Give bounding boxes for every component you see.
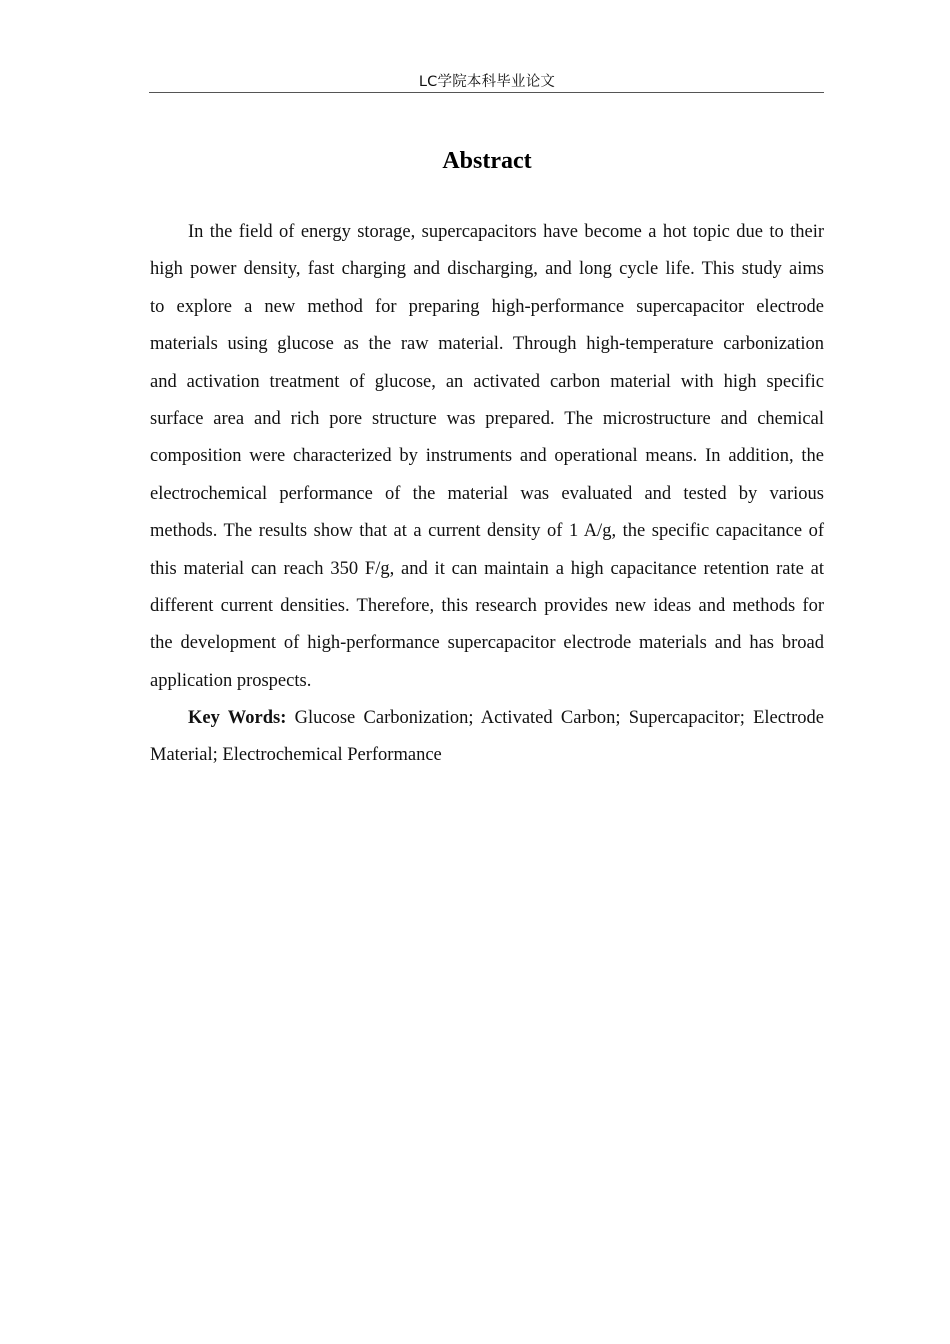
- abstract-line: the development of high-performance supercapacitor electrode materials and has broad: [150, 633, 824, 654]
- abstract-line: application prospects.: [150, 670, 312, 691]
- abstract-line: high power density, fast charging and discharging, and long cycle life. This study aims: [150, 259, 824, 280]
- abstract-line: to explore a new method for preparing high-performance supercapacitor electrode: [150, 296, 824, 317]
- abstract-line: composition were characterized by instruments and operational means. In addition, the: [150, 446, 824, 467]
- abstract-body: [150, 219, 824, 780]
- keywords-line: Material; Electrochemical Performance: [150, 745, 442, 766]
- abstract-title: Abstract: [442, 148, 532, 174]
- header-divider: [149, 92, 824, 93]
- abstract-line: and activation treatment of glucose, an activated carbon material with high specific: [150, 371, 824, 392]
- keywords-line: [150, 705, 824, 742]
- abstract-line: surface area and rich pore structure was prepared. The microstructure and chemical: [150, 408, 824, 429]
- abstract-line: methods. The results show that at a current density of 1 A/g, the specific capacitance of: [150, 521, 824, 542]
- abstract-line: electrochemical performance of the material was evaluated and tested by various: [150, 483, 824, 504]
- abstract-line: this material can reach 350 F/g, and it can maintain a high capacitance retention rate at: [150, 558, 824, 579]
- abstract-line: In the field of energy storage, supercapacitors have become a hot topic due to their: [188, 222, 824, 242]
- keywords-label: Key Words:: [188, 708, 287, 729]
- abstract-line: different current densities. Therefore, this research provides new ideas and methods for: [150, 595, 824, 616]
- running-header: LC学院本科毕业论文: [418, 74, 556, 90]
- abstract-line: materials using glucose as the raw material. Through high-temperature carbonization: [150, 334, 824, 355]
- keywords-text: Glucose Carbonization; Activated Carbon; Supercapacitor; Electrode: [286, 708, 824, 729]
